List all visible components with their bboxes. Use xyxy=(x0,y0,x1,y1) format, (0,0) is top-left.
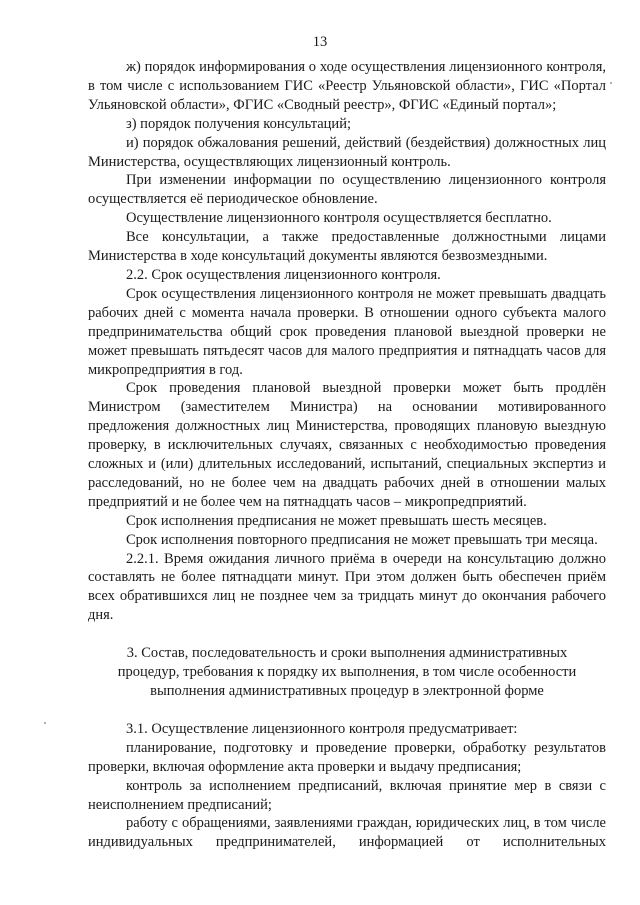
paragraph-z: з) порядок получения консультаций; xyxy=(126,115,351,132)
scan-speck xyxy=(44,722,46,724)
spacer xyxy=(88,701,606,720)
paragraph-2-2-1: 2.2.1. Время ожидания личного приёма в очереди на консультацию должно составлять не более пятнадцати минут. При этом должен быть обеспечен приём всех обратившихся лиц не позднее чем за тридцать минут до окончания рабочего дня. xyxy=(88,550,606,624)
section-heading-line: процедур, требования к порядку их выполнения, в том числе особенности xyxy=(117,664,577,681)
paragraph-control: контроль за исполнением предписаний, включая принятие мер в связи с неисполнением предписаний; xyxy=(88,777,606,813)
paragraph-consultations: Все консультации, а также предоставленные должностными лицами Министерства в ходе консультаций документы являются безвозмездными. xyxy=(88,229,606,265)
paragraph-term: Срок осуществления лицензионного контроля не может превышать двадцать рабочих дней с момента начала проверки. В отношении одного субъекта малого предпринимательства общий срок проведения плановой выездной проверки не может превышать пятьдесят часов для малого предприятия и пятнадцать часов для микропредприятия в год. xyxy=(88,285,606,378)
paragraph-free: Осуществление лицензионного контроля осуществляется бесплатно. xyxy=(126,210,552,227)
paragraph-2-2: 2.2. Срок осуществления лицензионного контроля. xyxy=(126,266,441,283)
page-number: 13 xyxy=(312,34,328,50)
paragraph-i: и) порядок обжалования решений, действий (бездействия) должностных лиц Министерства, осуществляющих лицензионный контроль. xyxy=(88,134,606,170)
section-heading-line: выполнения административных процедур в электронной форме xyxy=(150,683,544,699)
paragraph-appeals: работу с обращениями, заявлениями граждан, юридических лиц, в том числе индивидуальных предпринимателей, информацией от исполнительных xyxy=(88,815,606,851)
spacer xyxy=(88,625,606,644)
document-body xyxy=(88,58,606,852)
paragraph-planning: планирование, подготовку и проведение проверки, обработку результатов проверки, включая оформление акта проверки и выдачу предписания; xyxy=(88,739,606,775)
paragraph-zh: ж) порядок информирования о ходе осуществления лицензионного контроля, в том числе с использованием ГИС «Реестр Ульяновской области», ГИС «Портал Ульяновской области», ФГИС «Сводный реестр», ФГИС «Единый портал»; xyxy=(88,59,606,113)
paragraph-extension: Срок проведения плановой выездной проверки может быть продлён Министром (заместителем Министра) на основании мотивированного предложения должностных лиц Министерства, проводящих плановую выездную проверку, в исключительных случаях, связанных с необходимостью проведения сложных и (или) длительных исследований, испытаний, специальных экспертиз и расследований, но не более чем на двадцать рабочих дней в отношении малых предприятий и не более чем на пятнадцать часов – микропредприятий. xyxy=(88,380,606,510)
paragraph-order-term: Срок исполнения предписания не может превышать шесть месяцев. xyxy=(126,512,547,529)
section-heading-line: 3. Состав, последовательность и сроки выполнения административных xyxy=(126,645,568,662)
paragraph-update: При изменении информации по осуществлению лицензионного контроля осуществляется её периодическое обновление. xyxy=(88,172,606,208)
section-heading xyxy=(88,644,606,701)
paragraph-3-1: 3.1. Осуществление лицензионного контроля предусматривает: xyxy=(126,720,518,737)
paragraph-repeat-order: Срок исполнения повторного предписания не может превышать три месяца. xyxy=(126,531,598,548)
scan-speck xyxy=(610,82,612,84)
